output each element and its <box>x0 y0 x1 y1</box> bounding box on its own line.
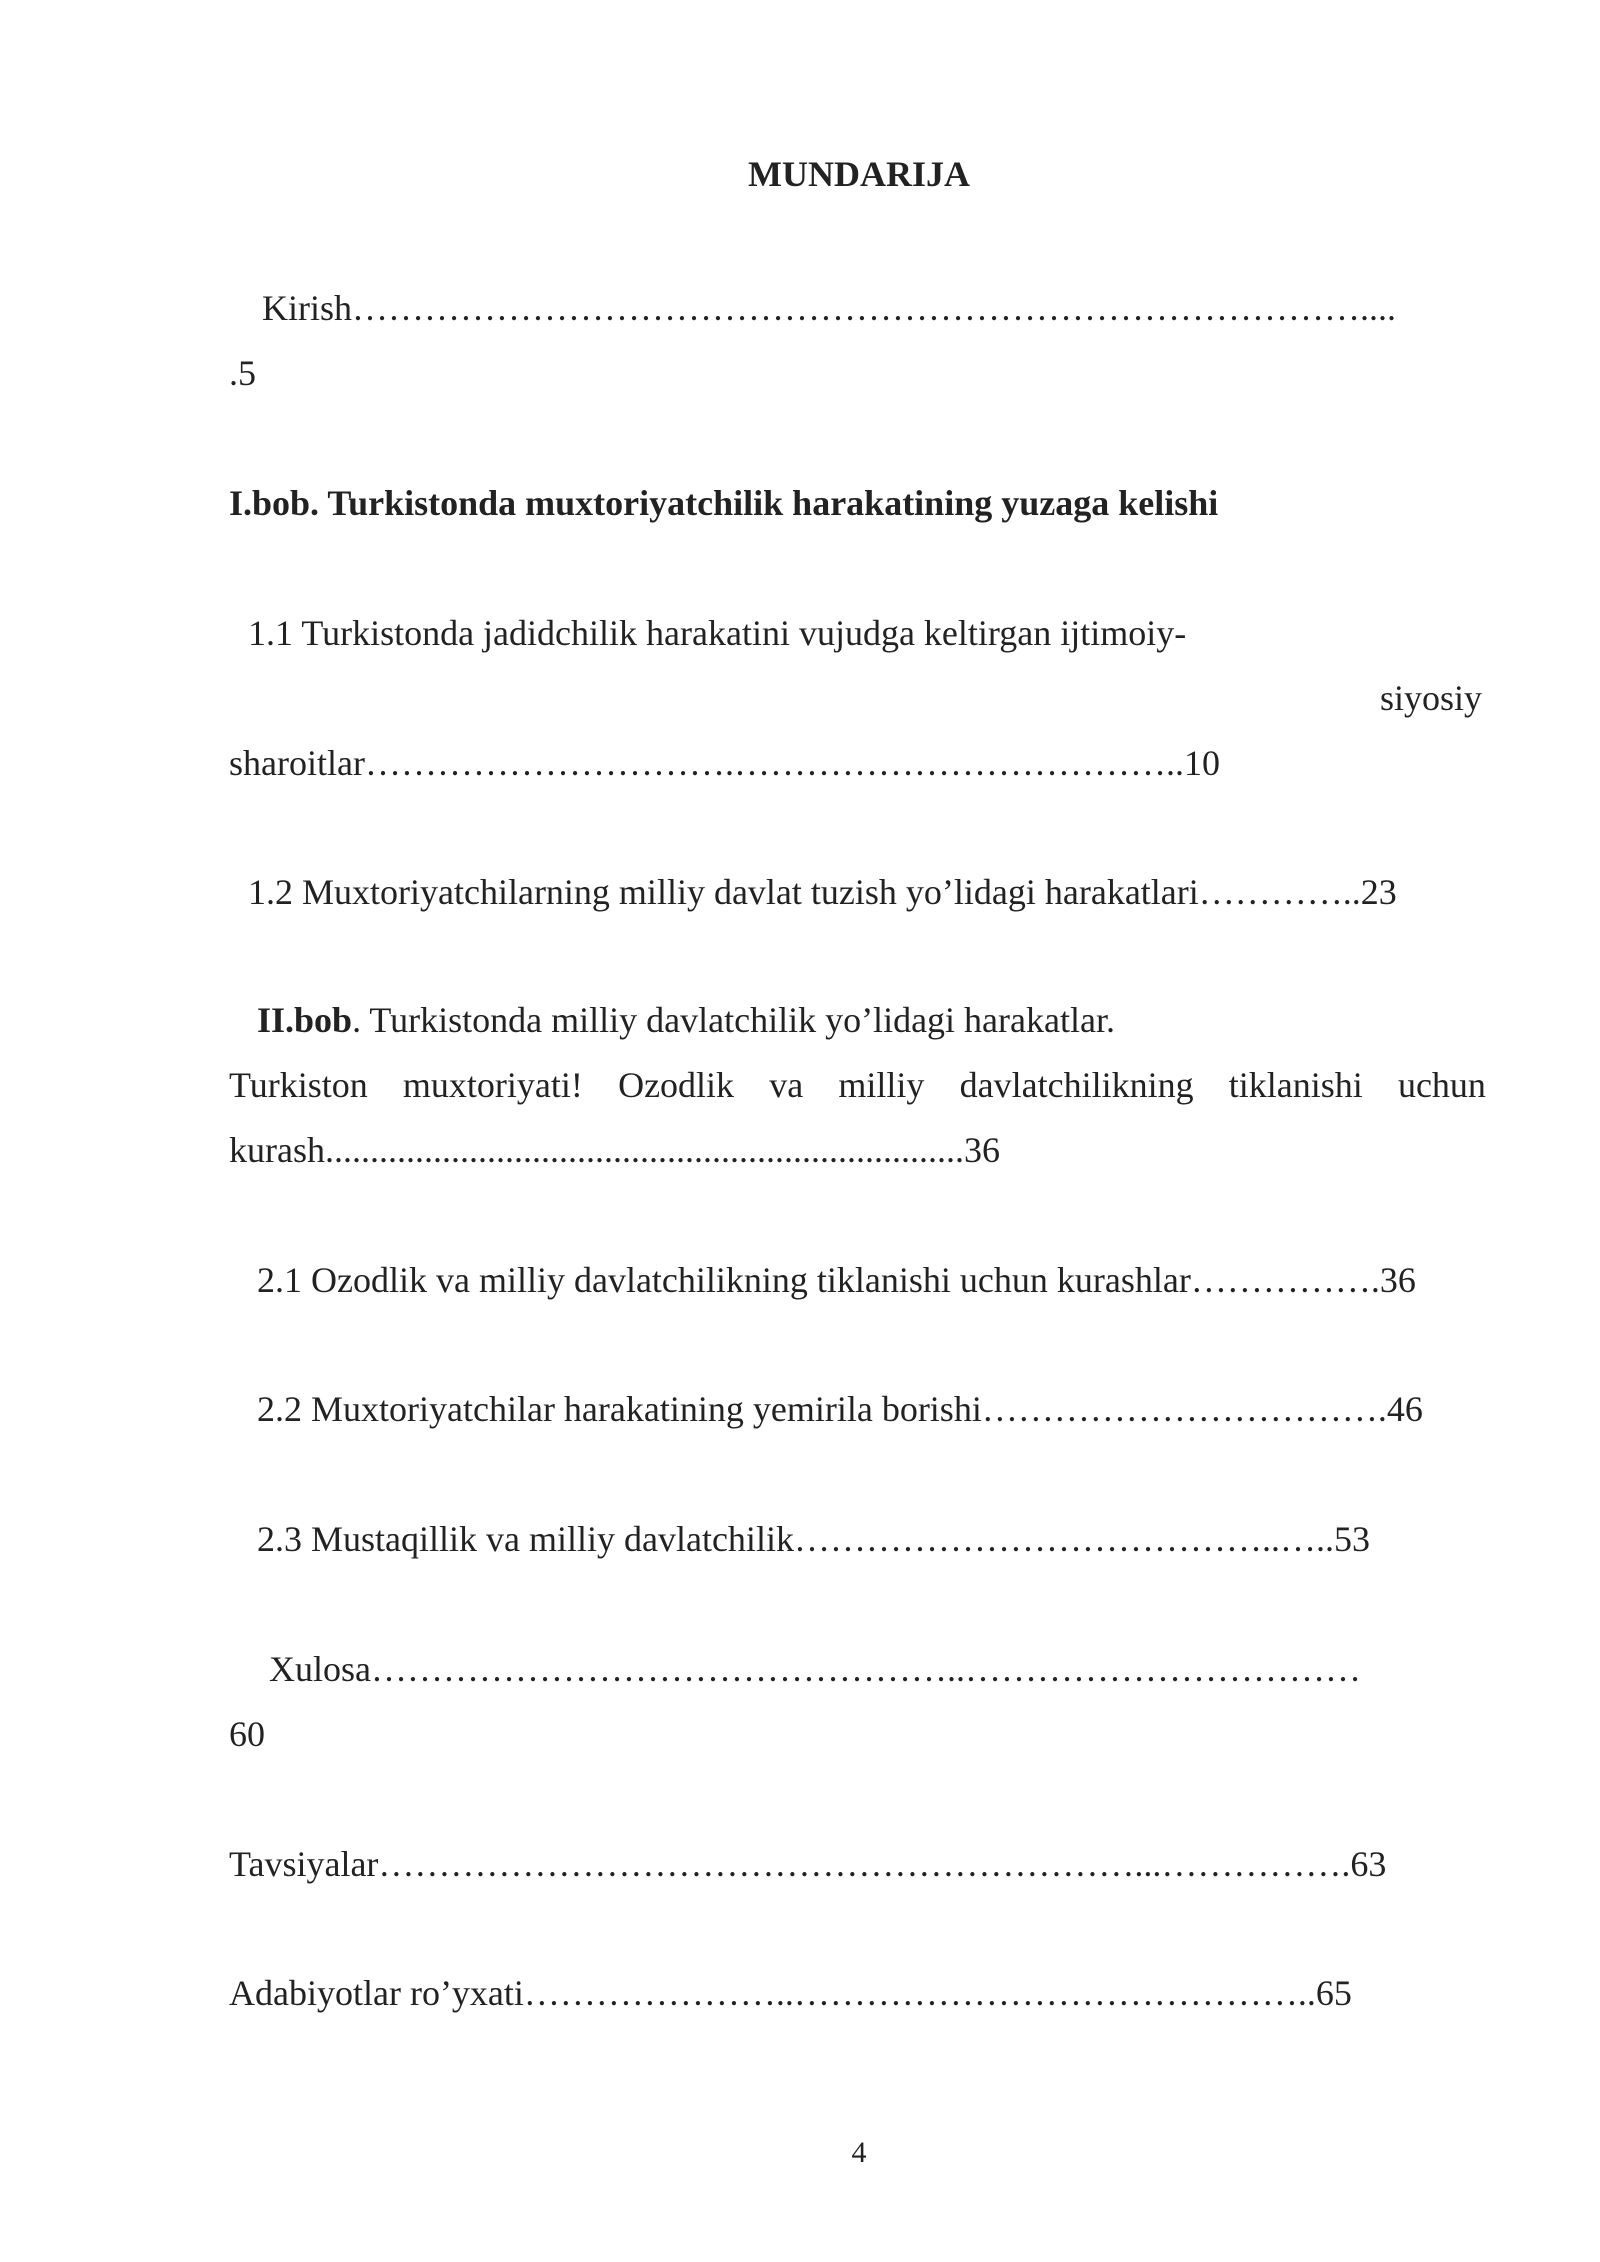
chapter-2-label: II.bob <box>257 1000 353 1040</box>
toc-chapter-2-heading <box>257 1002 1115 1038</box>
toc-entry-xulosa: Xulosa…………………………………………..…………………………… <box>269 1649 1361 1689</box>
toc-entry-2-3: 2.3 Mustaqillik va milliy davlatchilik…………………………………..…..53 <box>257 1519 1370 1559</box>
toc-entry-1-1-page: sharoitlar………………………….………………………………..10 <box>229 743 1220 783</box>
chapter-2-word: davlatchilikning <box>959 1065 1194 1105</box>
toc-chapter-2-line <box>229 1067 1486 1103</box>
page-title: MUNDARIJA <box>748 154 970 194</box>
toc-chapter-1-heading: I.bob. Turkistonda muxtoriyatchilik harakatining yuzaga kelishi <box>229 483 1219 523</box>
chapter-2-word: milliy <box>838 1065 925 1105</box>
toc-entry-1-2: 1.2 Muxtoriyatchilarning milliy davlat tuzish yo’lidagi harakatlari…………..23 <box>248 872 1397 912</box>
chapter-2-title: . Turkistonda milliy davlatchilik yo’lidagi harakatlar. <box>352 1000 1115 1040</box>
toc-chapter-2-page: kurash.......................................................................36 <box>229 1130 1000 1170</box>
toc-entry-2-2: 2.2 Muxtoriyatchilar harakatining yemirila borishi…………………………….46 <box>257 1389 1423 1429</box>
chapter-2-word: Ozodlik <box>618 1065 735 1105</box>
toc-entry-1-1-continued: siyosiy <box>1380 678 1483 718</box>
toc-entry-2-1: 2.1 Ozodlik va milliy davlatchilikning tiklanishi uchun kurashlar…………….36 <box>257 1260 1416 1300</box>
page-number: 4 <box>851 2136 867 2169</box>
toc-entry-adabiyotlar: Adabiyotlar ro’yxati…………………..……………………………………..65 <box>229 1973 1352 2013</box>
chapter-2-word: Turkiston <box>229 1065 368 1105</box>
chapter-2-word: va <box>769 1065 804 1105</box>
chapter-2-word: uchun <box>1397 1065 1486 1105</box>
chapter-2-word: tiklanishi <box>1228 1065 1363 1105</box>
toc-entry-xulosa-page: 60 <box>229 1714 265 1754</box>
chapter-2-word: muxtoriyati! <box>402 1065 583 1105</box>
toc-entry-kirish: Kirish………………………………………………………………………….... <box>262 288 1396 328</box>
toc-entry-kirish-page: .5 <box>229 353 256 393</box>
toc-entry-tavsiyalar: Tavsiyalar………………………………………………………...…………….63 <box>229 1844 1387 1884</box>
toc-entry-1-1: 1.1 Turkistonda jadidchilik harakatini vujudga keltirgan ijtimoiy- <box>248 613 1187 653</box>
